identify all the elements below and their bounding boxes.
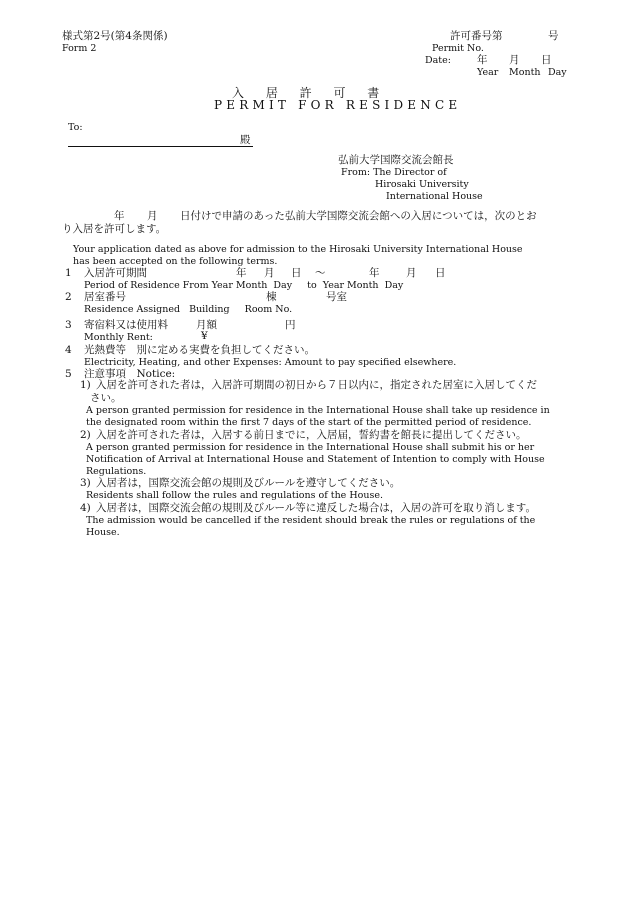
item1-to-day: 日 (435, 267, 446, 279)
document-title-ja: 入 居 許 可 書 (232, 86, 389, 100)
item3-monthly-ja: 月額 (196, 319, 217, 331)
date-label: Date: (425, 55, 451, 66)
item1-to-year: 年 (369, 267, 380, 279)
item1-from-year: 年 (236, 267, 247, 279)
intro-text-en-line1: Your application dated as above for admission to the Hirosaki University International House (73, 244, 523, 255)
date-day-en: Day (548, 67, 567, 78)
issuer-ja: 弘前大学国際交流会館長 (338, 154, 454, 166)
item1-label-en: Period of Residence From Year Month Day to Year Month Day (84, 280, 404, 291)
permit-number-suffix: 号 (548, 30, 559, 42)
item5-heading: 注意事項 Notice: (84, 368, 176, 380)
document-title-en: PERMIT FOR RESIDENCE (214, 98, 462, 112)
notice3-en: Residents shall follow the rules and regulations of the House. (86, 490, 383, 501)
date-year-en: Year (477, 67, 499, 78)
notice2-en-line3: Regulations. (86, 466, 147, 477)
item2-number: 2 (65, 291, 72, 303)
notice1-en-line2: the designated room within the first 7 days of the start of the permitted period of residence. (86, 417, 532, 428)
issuer-en-line3: International House (386, 191, 483, 202)
notice1-ja-line1: 入居を許可された者は，入居許可期間の初日から７日以内に，指定された居室に入居してくだ (96, 379, 537, 391)
intro-year: 年 (114, 210, 125, 222)
notice4-en-line1: The admission would be cancelled if the resident should break the rules or regulations of the (86, 515, 536, 526)
item4-text-ja: 光熱費等 別に定める実費を負担してください。 (84, 344, 315, 356)
item1-tilde: ～ (315, 267, 326, 279)
item1-label-ja: 入居許可期間 (84, 267, 147, 279)
date-day-ja: 日 (541, 54, 552, 66)
notice4-number: 4) (80, 502, 91, 514)
notice4-ja: 入居者は，国際交流会館の規則及びルール等に違反した場合は，入居の許可を取り消します。 (96, 502, 536, 514)
item5-number: 5 (65, 368, 72, 380)
notice2-ja: 入居を許可された者は，入居する前日までに，入居届，誓約書を館長に提出してください。 (96, 429, 527, 441)
intro-text-ja-line1: 日付けで申請のあった弘前大学国際交流会館への入居については，次のとお (180, 210, 537, 222)
intro-month: 月 (147, 210, 158, 222)
item3-label-en: Monthly Rent: (84, 332, 153, 343)
item1-from-month: 月 (264, 267, 275, 279)
notice2-en-line2: Notification of Arrival at International House and Statement of Intention to comply with House (86, 454, 545, 465)
date-year-ja: 年 (477, 54, 488, 66)
recipient-name-line (68, 146, 253, 147)
date-month-ja: 月 (509, 54, 520, 66)
item1-from-day: 日 (291, 267, 302, 279)
intro-text-ja-line2: り入居を許可します。 (62, 223, 167, 235)
notice3-number: 3) (80, 477, 91, 489)
notice2-en-line1: A person granted permission for residence in the International House shall submit his or her (86, 442, 535, 453)
date-month-en: Month (509, 67, 541, 78)
item2-label-en: Residence Assigned Building Room No. (84, 304, 293, 315)
notice1-number: 1) (80, 379, 91, 391)
permit-number-label-en: Permit No. (432, 43, 484, 54)
item3-number: 3 (65, 319, 72, 331)
notice1-en-line1: A person granted permission for residence in the International House shall take up residence in (86, 405, 550, 416)
notice4-en-line2: House. (86, 527, 120, 538)
permit-number-label-ja: 許可番号第 (450, 30, 503, 42)
item3-yen-symbol: ¥ (201, 330, 208, 342)
recipient-honorific: 殿 (240, 134, 251, 146)
form-number-ja: 様式第2号(第4条関係) (62, 30, 168, 42)
item1-to-month: 月 (406, 267, 417, 279)
form-number-en: Form 2 (62, 43, 97, 54)
item2-label-ja: 居室番号 (84, 291, 126, 303)
item2-room-ja: 号室 (326, 291, 347, 303)
intro-text-en-line2: has been accepted on the following terms. (73, 256, 278, 267)
notice2-number: 2) (80, 429, 91, 441)
item4-number: 4 (65, 344, 72, 356)
to-label: To: (68, 122, 83, 133)
item3-label-ja: 寄宿料又は使用料 (84, 319, 168, 331)
item1-number: 1 (65, 267, 72, 279)
issuer-en-line2: Hirosaki University (375, 179, 469, 190)
item4-text-en: Electricity, Heating, and other Expenses: Amount to pay specified elsewhere. (84, 357, 457, 368)
notice3-ja: 入居者は，国際交流会館の規則及びルールを遵守してください。 (96, 477, 401, 489)
item2-building-ja: 棟 (266, 291, 277, 303)
item3-yen-ja: 円 (285, 319, 296, 331)
issuer-en-line1: From: The Director of (341, 167, 447, 178)
notice1-ja-line2: さい。 (90, 392, 122, 404)
